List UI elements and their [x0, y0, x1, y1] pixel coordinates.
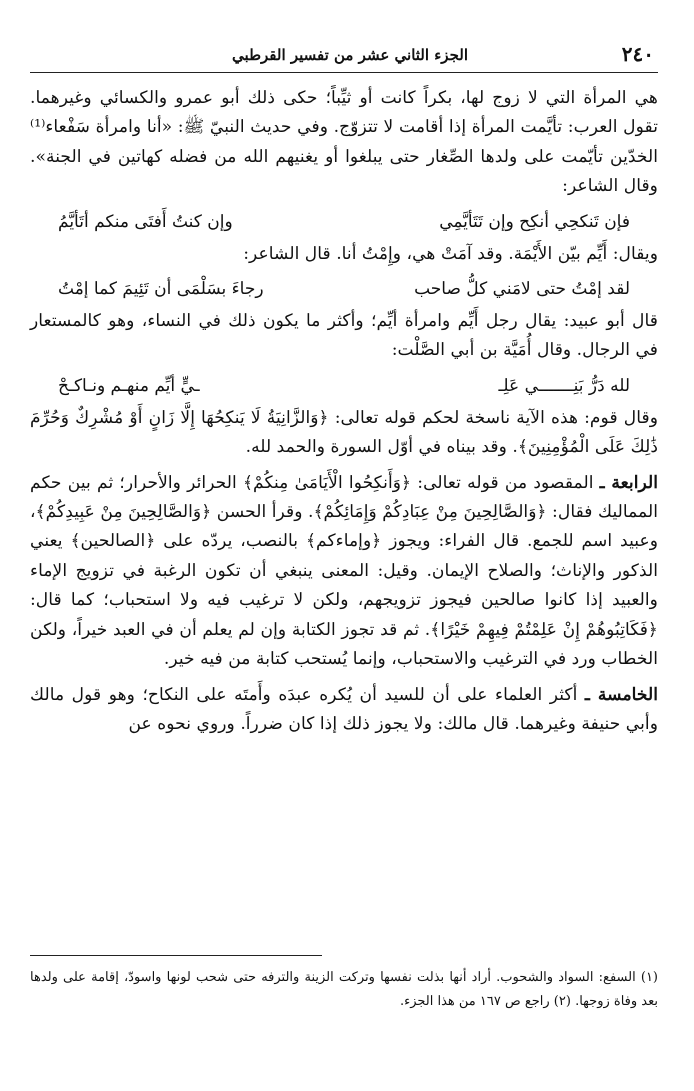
- verse-2-second-hemistich: رجاءَ بسَلْمَى أن تَئِيمَ كما إمْتُ: [58, 279, 264, 300]
- paragraph-3: قال أبو عبيد: يقال رجل أَيِّم وامرأة أيِّم؛ وأكثر ما يكون ذلك في النساء، وهو كالمستعار في الرجال. وقال أُمَيَّة بن أبي الصَّلْت:: [30, 311, 658, 361]
- page-number: ٢٤٠: [621, 42, 654, 66]
- main-text: [30, 84, 658, 739]
- verse-1-first-hemistich: فإن تَنكحِي أنكِح وإن تَتَأيَّمِي: [439, 211, 630, 232]
- verse-2-first-hemistich: لقد إمْتُ حتى لامَني كلُّ صاحب: [414, 279, 630, 300]
- paragraph-1: هي المرأة التي لا زوج لها، بكراً كانت أو ثيِّباً؛ حكى ذلك أبو عمرو والكسائي وغيرهما. تقول العرب: تأيَّمت المرأة إذا أقامت لا تتزوّج. وفي حديث النبيّ ﷺ: «أنا وامرأة سَفْعاء⁽¹⁾ الخدّين تأيّمت على ولدها الصِّغار حتى يبلغوا أو يغنيهم الله من فضله كهاتين في الجنة». وقال الشاعر:: [30, 88, 658, 197]
- section-fifth-label: الخامسة ـ: [584, 684, 658, 705]
- verse-2: [30, 269, 658, 307]
- section-fifth-text: أكثر العلماء على أن للسيد أن يُكره عبدَه وأَمتَه على النكاح؛ وهو قول مالك وأبي حنيفة وغيرهما. قال مالك: ولا يجوز ذلك إذا كان ضرراً. وروي نحوه عن: [30, 684, 658, 734]
- running-header: [30, 42, 658, 73]
- verse-1: [30, 202, 658, 240]
- verse-3-first-hemistich: لله دَرُّ بَنِـــــــي عَلِـ: [498, 375, 630, 396]
- footnotes: [30, 966, 658, 1014]
- section-fourth-text: المقصود من قوله تعالى: ﴿وَأَنكِحُوا الْأَيَامَىٰ مِنكُمْ﴾ الحرائر والأحرار؛ ثم بين حكم المماليك فقال: ﴿وَالصَّالِحِينَ مِنْ عِبَادِكُمْ وَإِمَائِكُمْ﴾. وقرأ الحسن ﴿وَالصَّالِحِينَ مِنْ عَبِيدِكُمْ﴾، وعبيد اسم للجمع. قال الفراء: ويجوز ﴿وإماءكم﴾ بالنصب، يردّه على ﴿الصالحين﴾ يعني الذكور والإناث؛ والصلاح الإيمان. وقيل: المعنى ينبغي أن تكون الرغبة في تزويج الإماء والعبيد إذا كانوا صالحين فيجوز تزويجهم، ولكن لا ترغيب فيه ولا استحباب؛ كما قال: ﴿فَكَاتِبُوهُمْ إِنْ عَلِمْتُمْ فِيهِمْ خَيْرًا﴾. ثم قد تجوز الكتابة وإن لم يعلم أن في العبد خيراً، ولكن الخطاب ورد في الترغيب والاستحباب، وإنما يُستحب كتابة من فيه خير.: [30, 472, 658, 670]
- paragraph-2: ويقال: أَيِّم بيّن الأَيْمَة. وقد آمَتْ هي، وإِمْتُ أنا. قال الشاعر:: [243, 243, 658, 264]
- verse-1-second-hemistich: وإن كنتُ أَفتَى منكم أتَأيَّمُ: [58, 211, 233, 232]
- footnote-divider: [30, 955, 322, 956]
- footnote-2: (٢) راجع ص ١٦٧ من هذا الجزء.: [399, 994, 571, 1009]
- section-fourth-label: الرابعة ـ: [599, 472, 658, 493]
- paragraph-4: وقال قوم: هذه الآية ناسخة لحكم قوله تعالى: ﴿وَالزَّانِيَةُ لَا يَنكِحُهَا إِلَّا زَانٍ أَوْ مُشْرِكٌ وَحُرِّمَ ذَٰلِكَ عَلَى الْمُؤْمِنِينَ﴾. وقد بيناه في أوّل السورة والحمد لله.: [30, 407, 658, 458]
- running-title: الجزء الثاني عشر من تفسير القرطبي: [232, 46, 468, 64]
- verse-3-second-hemistich: ـيٍّ أيِّم منهـم ونـاكـحْ: [58, 375, 200, 396]
- footnote-1: (١) السفع: السواد والشحوب. أراد أنها بذلت نفسها وتركت الزينة والترفه حتى شحب لونها واسودّ، إقامة على ولدها بعد وفاة زوجها.: [30, 970, 658, 1009]
- section-fifth: [30, 681, 658, 740]
- section-fourth: [30, 469, 658, 675]
- verse-3: [30, 366, 658, 404]
